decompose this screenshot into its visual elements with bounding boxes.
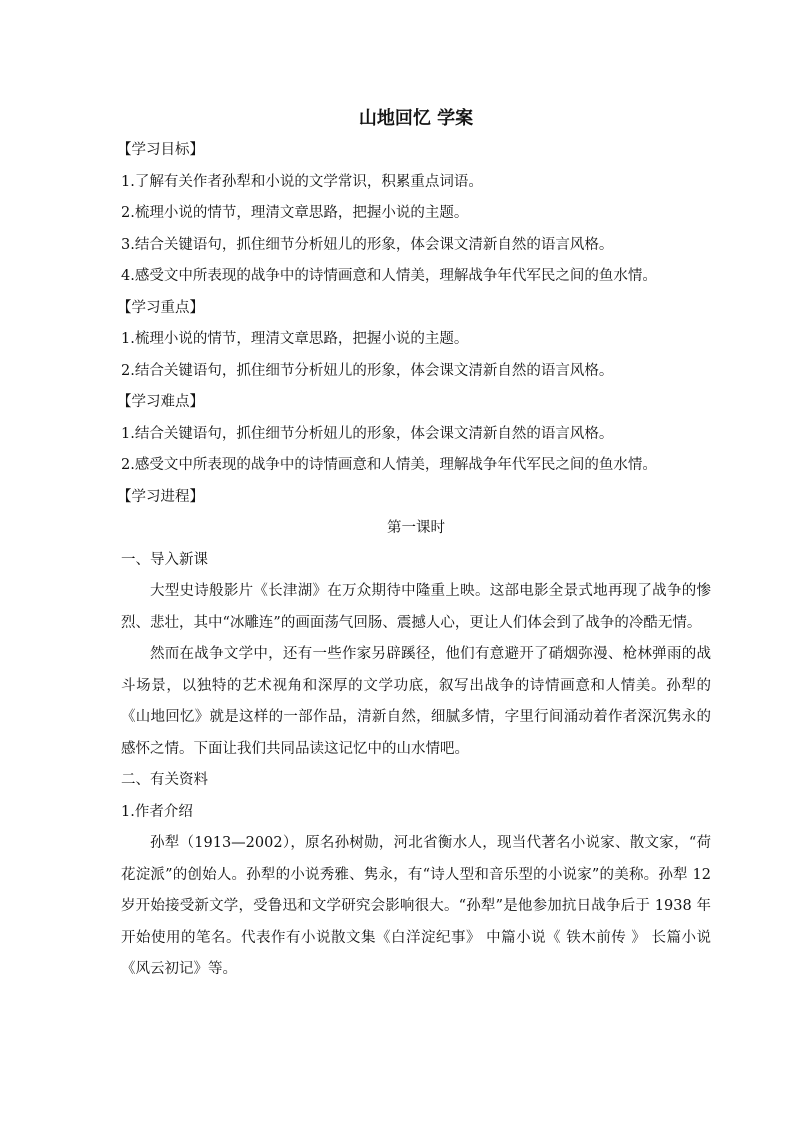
section-heading-key-points: 【学习重点】 <box>117 299 204 316</box>
lesson-label: 第一课时 <box>387 520 445 536</box>
document-title: 山地回忆 学案 <box>358 108 474 129</box>
section-heading-difficulties: 【学习难点】 <box>117 394 204 410</box>
part-heading-materials: 二、有关资料 <box>121 772 208 788</box>
difficulty-item: 2.感受文中所表现的战争中的诗情画意和人情美，理解战争年代军民之间的鱼水情。 <box>121 457 657 473</box>
goal-item: 2.梳理小说的情节，理清文章思路，把握小说的主题。 <box>121 205 469 221</box>
intro-paragraph: 然而在战争文学中，还有一些作家另辟蹊径，他们有意避开了硝烟弥漫、枪林弹雨的战斗场景，以独特的艺术视角和深厚的文学功底，叙写出战争的诗情画意和人情美。孙犁的《山地回忆》就是这样的一部作品，清新自然，细腻多情，字里行间涌动着作者深沉隽永的感怀之情。下面让我们共同品读这记忆中的山水情吧。 <box>121 646 711 757</box>
goal-item: 1.了解有关作者孙犁和小说的文学常识，积累重点词语。 <box>121 173 483 190</box>
section-heading-goals: 【学习目标】 <box>117 142 204 158</box>
author-paragraph: 孙犁（1913—2002），原名孙树勋，河北省衡水人，现当代著名小说家、散文家，“荷花淀派”的创始人。孙犁的小说秀雅、隽永，有“诗人型和音乐型的小说家”的美称。孙犁 12 岁开始接受新文学，受鲁迅和文学研究会影响很大。“孙犁”是他参加抗日战争后于 1938 年开始使用的笔名。代表作有小说散文集《白洋淀纪事》 中篇小说《 铁木前传 》 长篇小说《风云初记》等。 <box>121 835 711 977</box>
intro-paragraph: 大型史诗般影片《长津湖》在万众期待中隆重上映。这部电影全景式地再现了战争的惨烈、悲壮，其中“冰雕连”的画面荡气回肠、震撼人心，更让人们体会到了战争的冷酷无情。 <box>121 583 711 631</box>
part-heading-intro: 一、导入新课 <box>121 551 208 568</box>
section-heading-process: 【学习进程】 <box>117 488 204 505</box>
difficulty-item: 1.结合关键语句，抓住细节分析妞儿的形象，体会课文清新自然的语言风格。 <box>121 425 614 442</box>
document-body <box>117 103 711 986</box>
goal-item: 4.感受文中所表现的战争中的诗情画意和人情美，理解战争年代军民之间的鱼水情。 <box>121 268 657 284</box>
key-point-item: 1.梳理小说的情节，理清文章思路，把握小说的主题。 <box>121 331 469 347</box>
goal-item: 3.结合关键语句，抓住细节分析妞儿的形象，体会课文清新自然的语言风格。 <box>121 236 614 253</box>
sub-heading-author: 1.作者介绍 <box>121 803 193 820</box>
key-point-item: 2.结合关键语句，抓住细节分析妞儿的形象，体会课文清新自然的语言风格。 <box>121 362 614 379</box>
